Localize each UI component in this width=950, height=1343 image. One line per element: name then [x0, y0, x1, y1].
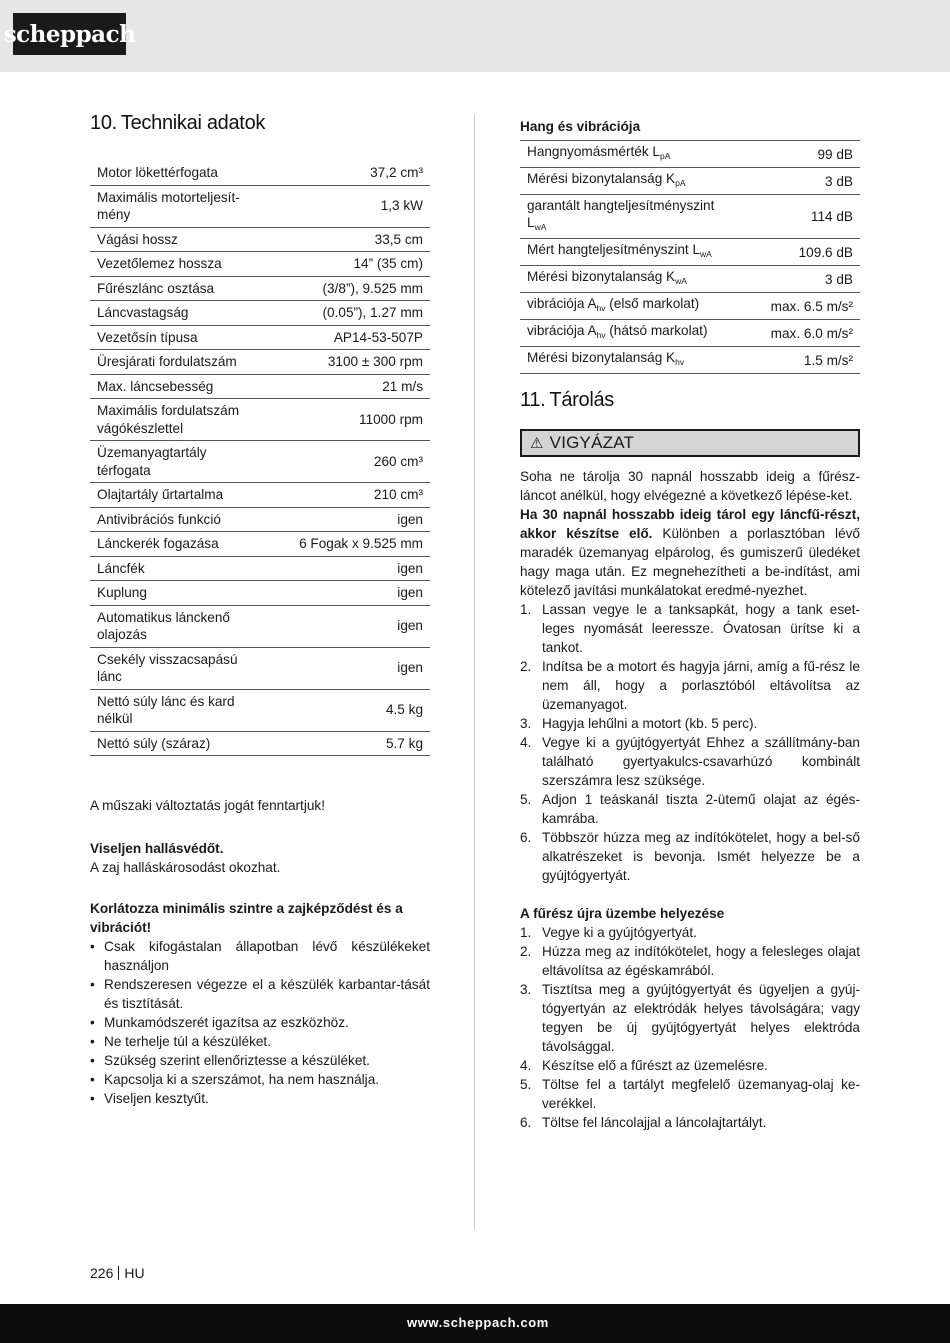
spec-value: AP14-53-507P [270, 325, 430, 350]
spec-label: Antivibrációs funkció [90, 507, 270, 532]
spec-row [90, 556, 430, 581]
page-number-value: 226 [90, 1265, 114, 1281]
sound-label-subscript: pA [659, 151, 671, 161]
section-11-heading [520, 389, 860, 412]
spec-label: Vezetősín típusa [90, 325, 270, 350]
list-item: • Munkamódszerét igazítsa az eszközhöz. [90, 1013, 430, 1032]
spec-value: (0.05”), 1.27 mm [270, 301, 430, 326]
step-text: Lassan vegye le a tanksapkát, hogy a tank eset-leges nyomását leeressze. Óvatosan ürítse ki a tankot. [542, 602, 860, 655]
spec-value: igen [270, 581, 430, 606]
spec-row [90, 227, 430, 252]
sound-label [520, 168, 730, 195]
sound-label-subscript: pA [675, 178, 686, 188]
sound-value: 3 dB [730, 168, 860, 195]
sound-value: 109.6 dB [730, 239, 860, 266]
step-item [520, 1056, 860, 1075]
sound-row [520, 239, 860, 266]
list-item: • Rendszeresen végezze el a készülék karbantar-tását és tisztítását. [90, 975, 430, 1013]
sound-row [520, 347, 860, 374]
left-column [90, 112, 430, 1108]
sound-value: 3 dB [730, 266, 860, 293]
spec-label: Maximális motorteljesít-mény [90, 185, 270, 227]
step-text: Adjon 1 teáskanál tiszta 2-ütemű olajat az égés-kamrába. [542, 792, 860, 826]
sound-label [520, 266, 730, 293]
sound-label-suffix: (hátsó markolat) [605, 323, 708, 338]
spec-row [90, 647, 430, 689]
step-number: 3. [520, 982, 532, 997]
sound-label-text: vibrációja A [527, 323, 597, 338]
sound-label-subscript: hv [675, 357, 685, 367]
step-text: Tisztítsa meg a gyújtógyertyát és ügyeljen a gyúj-tógyertyán az elektródák helyes távolságára; vagy tegyen be új gyújtógyertyát helyes elektróda távolsággal. [542, 982, 860, 1054]
spec-value: 260 cm³ [270, 441, 430, 483]
spec-label: Nettó súly (száraz) [90, 731, 270, 756]
sound-table [520, 140, 860, 374]
spec-row [90, 507, 430, 532]
step-text: Vegye ki a gyújtógyertyát. [542, 925, 697, 940]
noise-limit-list [90, 937, 430, 1108]
list-item: • Kapcsolja ki a szerszámot, ha nem használja. [90, 1070, 430, 1089]
page-separator [118, 1266, 119, 1280]
sound-label-subscript: wA [675, 276, 687, 286]
sound-label-subscript: wA [534, 222, 547, 232]
step-number: 5. [520, 792, 532, 807]
step-text: Töltse fel a tartályt megfelelő üzemanyag-olaj ke-verékkel. [542, 1077, 860, 1111]
warning-triangle-icon: ⚠ [530, 435, 544, 452]
step-item [520, 942, 860, 980]
step-item [520, 790, 860, 828]
spec-row [90, 532, 430, 557]
spec-value: igen [270, 556, 430, 581]
list-item: • Csak kifogástalan állapotban lévő készülékeket használjon [90, 937, 430, 975]
sound-label-text: Mérési bizonytalanság K [527, 171, 676, 186]
storage-paragraph [520, 505, 860, 600]
spec-label: Láncvastagság [90, 301, 270, 326]
sound-row [520, 168, 860, 195]
column-divider [474, 114, 475, 1230]
step-number: 2. [520, 944, 532, 959]
section-title: Technikai adatok [120, 112, 266, 134]
spec-value: 11000 rpm [270, 399, 430, 441]
step-item [520, 828, 860, 885]
step-text: Vegye ki a gyújtógyertyát Ehhez a szállítmány-ban található gyertyakulcs-csavarhúzó kombinált szerszámra lesz szüksége. [542, 735, 860, 788]
warning-banner [520, 429, 860, 457]
spec-row [90, 374, 430, 399]
spec-value: 4.5 kg [270, 689, 430, 731]
spec-label: Vágási hossz [90, 227, 270, 252]
page-header [0, 0, 950, 72]
spec-row [90, 276, 430, 301]
sound-label [520, 347, 730, 374]
restart-steps [520, 923, 860, 1132]
step-item [520, 1075, 860, 1113]
spec-row [90, 301, 430, 326]
sound-vibration-title: Hang és vibrációja [520, 119, 641, 134]
step-number: 6. [520, 1115, 532, 1130]
section-10-heading [90, 112, 430, 135]
list-item: • Viseljen kesztyűt. [90, 1089, 430, 1108]
step-text: Többször húzza meg az indítókötelet, hogy a bel-ső alkatrészeket is bevonja. Ismét helyezze be a gyújtógyertyát. [542, 830, 860, 883]
step-text: Töltse fel láncolajjal a láncolajtartályt. [542, 1115, 767, 1130]
storage-steps [520, 600, 860, 885]
spec-row [90, 689, 430, 731]
sound-label [520, 195, 730, 239]
spec-value: 14” (35 cm) [270, 252, 430, 277]
sound-row [520, 320, 860, 347]
sound-label [520, 320, 730, 347]
step-text: Készítse elő a fűrészt az üzemelésre. [542, 1058, 768, 1073]
step-item [520, 714, 860, 733]
page-footer [0, 1304, 950, 1343]
language-code: HU [124, 1265, 145, 1281]
sound-label-text: Mérési bizonytalanság K [527, 269, 676, 284]
spec-label: Csekély visszacsapású lánc [90, 647, 270, 689]
step-number: 4. [520, 735, 532, 750]
sound-label-subscript: wA [700, 249, 712, 259]
spec-label: Motor lökettérfogata [90, 161, 270, 185]
list-item: • Szükség szerint ellenőriztesse a készüléket. [90, 1051, 430, 1070]
sound-value: max. 6.5 m/s² [730, 293, 860, 320]
sound-label-text: garantált hangteljesítményszint L [527, 198, 715, 230]
spec-value: 1,3 kW [270, 185, 430, 227]
spec-value: 3100 ± 300 rpm [270, 350, 430, 375]
spec-row [90, 252, 430, 277]
spec-value: 210 cm³ [270, 483, 430, 508]
spec-row [90, 399, 430, 441]
sound-label [520, 293, 730, 320]
sound-label-subscript: hv [596, 330, 606, 340]
section-number: 10. [90, 112, 117, 134]
sound-label-subscript: hv [596, 303, 606, 313]
step-number: 2. [520, 659, 532, 674]
spec-label: Fűrészlánc osztása [90, 276, 270, 301]
right-column [520, 117, 860, 1132]
spec-value: igen [270, 605, 430, 647]
step-item [520, 733, 860, 790]
warning-text: Soha ne tárolja 30 napnál hosszabb ideig a fűrész-láncot anélkül, hogy elvégezné a következő lépése-ket. [520, 469, 860, 503]
spec-label: Max. láncsebesség [90, 374, 270, 399]
step-item [520, 657, 860, 714]
storage-bold: Ha 30 napnál hosszabb ideig tárol egy láncfű-részt, akkor készítse elő. [520, 507, 860, 541]
page-number [90, 1265, 145, 1281]
tech-change-note: A műszaki változtatás jogát fenntartjuk! [90, 798, 325, 813]
spec-label: Láncfék [90, 556, 270, 581]
section-title: Tárolás [549, 389, 615, 411]
spec-table [90, 161, 430, 756]
spec-value: 5.7 kg [270, 731, 430, 756]
sound-label-text: Mért hangteljesítményszint L [527, 242, 701, 257]
spec-value: igen [270, 507, 430, 532]
spec-value: 21 m/s [270, 374, 430, 399]
spec-value: 37,2 cm³ [270, 161, 430, 185]
spec-value: 33,5 cm [270, 227, 430, 252]
sound-row [520, 195, 860, 239]
sound-value: 114 dB [730, 195, 860, 239]
spec-row [90, 441, 430, 483]
sound-label-suffix: (első markolat) [605, 296, 700, 311]
spec-value: 6 Fogak x 9.525 mm [270, 532, 430, 557]
step-item [520, 1113, 860, 1132]
spec-label: Lánckerék fogazása [90, 532, 270, 557]
warning-label: VIGYÁZAT [549, 433, 635, 452]
restart-title: A fűrész újra üzembe helyezése [520, 906, 725, 921]
spec-row [90, 161, 430, 185]
section-number: 11. [520, 389, 546, 411]
spec-row [90, 731, 430, 756]
sound-row [520, 141, 860, 168]
sound-value: 1.5 m/s² [730, 347, 860, 374]
spec-row [90, 605, 430, 647]
hearing-protection-text: A zaj halláskárosodást okozhat. [90, 860, 281, 875]
spec-label: Vezetőlemez hossza [90, 252, 270, 277]
storage-text: Különben a porlasztóban lévő maradék üzemanyag elpárolog, és gumiszerű üledéket hagy maga után. Ez megnehezítheti a be-indítást, ami kötelező javítási munkálatokat eredmé-nyezhet. [520, 526, 860, 598]
step-number: 6. [520, 830, 532, 845]
spec-row [90, 325, 430, 350]
list-item: • Ne terhelje túl a készüléket. [90, 1032, 430, 1051]
step-item [520, 923, 860, 942]
spec-value: (3/8”), 9.525 mm [270, 276, 430, 301]
spec-label: Olajtartály űrtartalma [90, 483, 270, 508]
spec-label: Üzemanyagtartály térfogata [90, 441, 270, 483]
sound-value: 99 dB [730, 141, 860, 168]
noise-limit-title: Korlátozza minimális szintre a zajképződést és a vibrációt! [90, 901, 403, 935]
step-number: 1. [520, 602, 532, 617]
sound-value: max. 6.0 m/s² [730, 320, 860, 347]
sound-label [520, 239, 730, 266]
step-number: 1. [520, 925, 532, 940]
spec-label: Nettó súly lánc és kard nélkül [90, 689, 270, 731]
spec-value: igen [270, 647, 430, 689]
sound-label-text: vibrációja A [527, 296, 597, 311]
sound-label-text: Hangnyomásmérték L [527, 144, 660, 159]
sound-label-text: Mérési bizonytalanság K [527, 350, 676, 365]
sound-row [520, 266, 860, 293]
spec-label: Automatikus lánckenő olajozás [90, 605, 270, 647]
step-number: 5. [520, 1077, 532, 1092]
hearing-protection-title: Viseljen hallásvédőt. [90, 841, 224, 856]
website-link[interactable]: www.scheppach.com [407, 1315, 549, 1330]
step-item [520, 600, 860, 657]
step-item [520, 980, 860, 1056]
step-number: 4. [520, 1058, 532, 1073]
sound-label [520, 141, 730, 168]
sound-row [520, 293, 860, 320]
spec-row [90, 185, 430, 227]
step-number: 3. [520, 716, 532, 731]
spec-label: Üresjárati fordulatszám [90, 350, 270, 375]
step-text: Indítsa be a motort és hagyja járni, amíg a fű-rész le nem áll, hogy a porlasztóból eltávolítsa az üzemanyagot. [542, 659, 860, 712]
spec-row [90, 581, 430, 606]
spec-row [90, 483, 430, 508]
spec-label: Maximális fordulatszám vágókészlettel [90, 399, 270, 441]
spec-label: Kuplung [90, 581, 270, 606]
spec-row [90, 350, 430, 375]
brand-logo: scheppach [13, 13, 126, 55]
step-text: Húzza meg az indítókötelet, hogy a felesleges olajat eltávolítsa az égéskamrából. [542, 944, 860, 978]
step-text: Hagyja lehűlni a motort (kb. 5 perc). [542, 716, 758, 731]
